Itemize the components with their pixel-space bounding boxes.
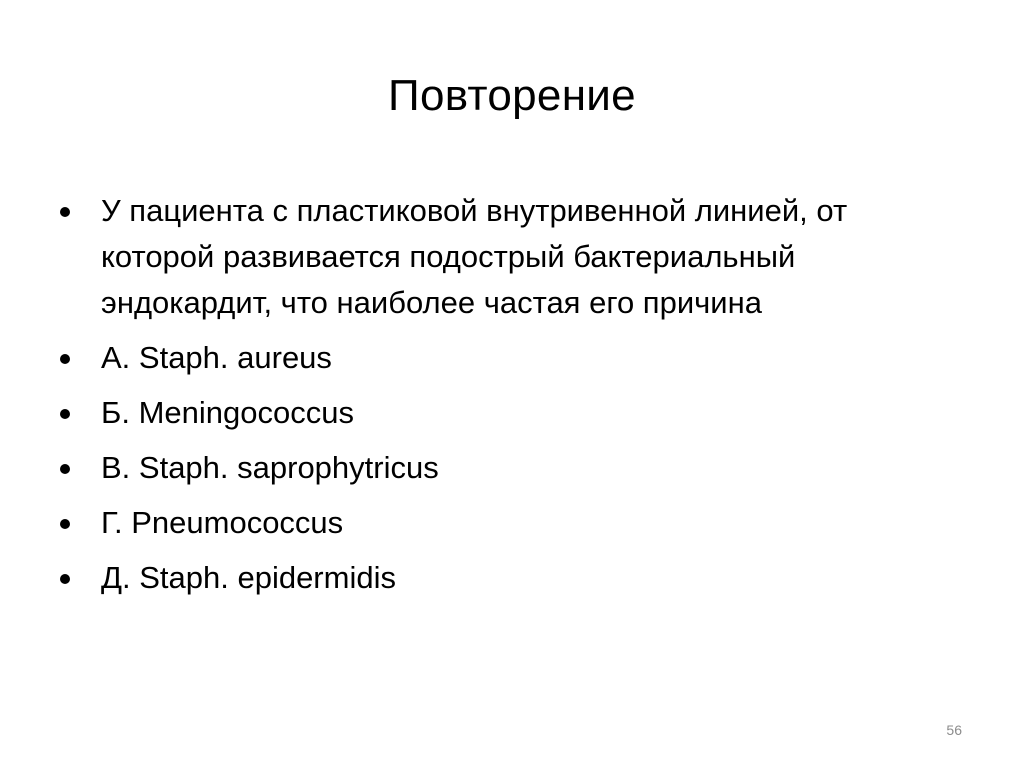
answer-option-a — [60, 335, 920, 381]
bullet-icon — [60, 354, 70, 364]
answer-option-b — [60, 390, 920, 436]
answer-option-text: Д. Staph. epidermidis — [101, 560, 396, 595]
answer-option-d — [60, 500, 920, 546]
bullet-icon — [60, 519, 70, 529]
answer-option-text: А. Staph. aureus — [101, 340, 332, 375]
answer-option-text: В. Staph. saprophytricus — [101, 450, 439, 485]
bullet-list — [60, 188, 920, 610]
slide-title: Повторение — [388, 71, 636, 120]
question-text: У пациента с пластиковой внутривенной линией, от которой развивается подострый бактериальный эндокардит, что наиболее частая его причина — [101, 193, 848, 320]
answer-option-text: Б. Meningococcus — [101, 395, 354, 430]
slide-number: 56 — [946, 722, 962, 738]
question-item — [60, 188, 920, 326]
bullet-icon — [60, 574, 70, 584]
bullet-icon — [60, 207, 70, 217]
bullet-icon — [60, 464, 70, 474]
answer-option-c — [60, 445, 920, 491]
bullet-icon — [60, 409, 70, 419]
answer-option-text: Г. Pneumococcus — [101, 505, 344, 540]
answer-option-e — [60, 555, 920, 601]
